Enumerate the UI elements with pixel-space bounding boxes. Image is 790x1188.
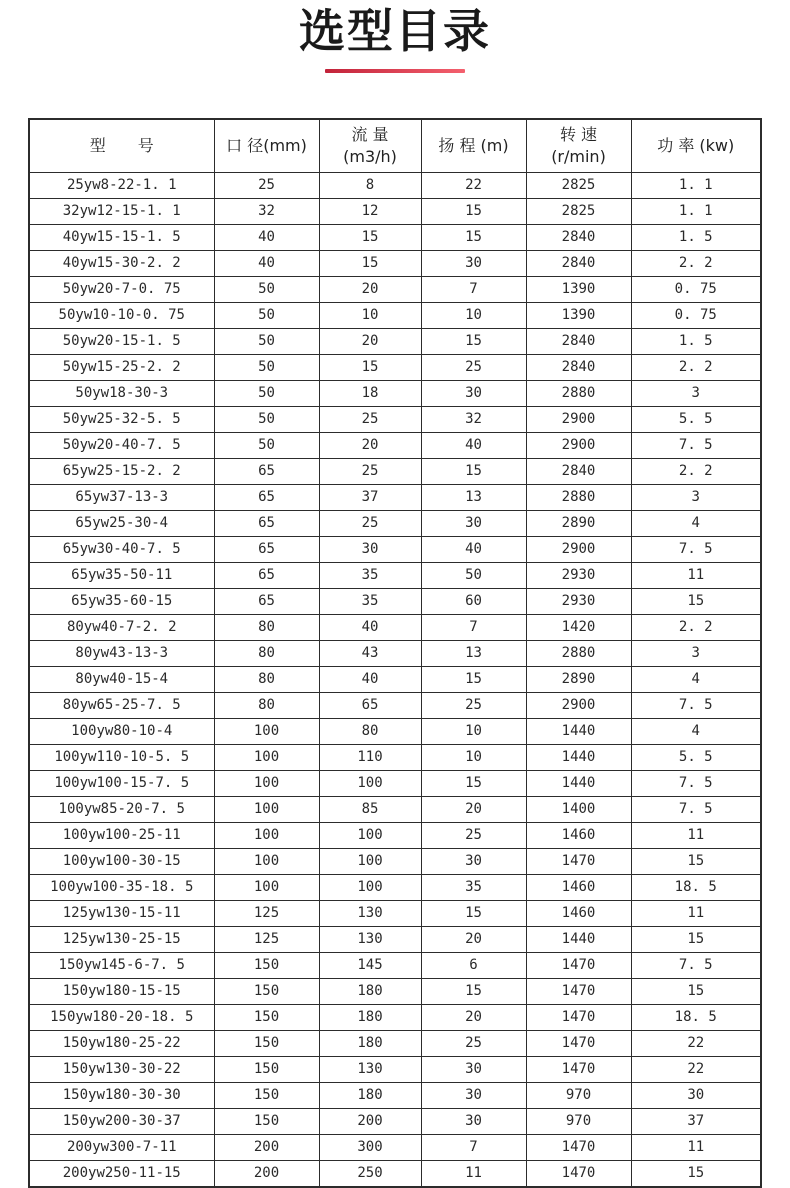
cell-speed: 2900	[526, 406, 631, 432]
table-row	[29, 250, 761, 276]
cell-power: 22	[631, 1056, 761, 1082]
cell-head: 25	[421, 822, 526, 848]
table-row	[29, 640, 761, 666]
cell-model: 50yw25-32-5. 5	[29, 406, 214, 432]
cell-flow: 15	[319, 354, 421, 380]
table-row	[29, 328, 761, 354]
cell-diameter: 65	[214, 588, 319, 614]
table-row	[29, 1004, 761, 1030]
cell-speed: 1390	[526, 276, 631, 302]
table-header-row	[29, 119, 761, 173]
cell-power: 1. 5	[631, 224, 761, 250]
cell-head: 6	[421, 952, 526, 978]
cell-model: 150yw180-20-18. 5	[29, 1004, 214, 1030]
table-row	[29, 484, 761, 510]
cell-speed: 2825	[526, 198, 631, 224]
cell-model: 150yw130-30-22	[29, 1056, 214, 1082]
header-speed-line: 转 速	[559, 125, 598, 144]
cell-speed: 970	[526, 1082, 631, 1108]
cell-model: 50yw15-25-2. 2	[29, 354, 214, 380]
cell-diameter: 65	[214, 562, 319, 588]
cell-model: 65yw30-40-7. 5	[29, 536, 214, 562]
cell-power: 11	[631, 822, 761, 848]
cell-flow: 65	[319, 692, 421, 718]
cell-speed: 2900	[526, 432, 631, 458]
table-row	[29, 874, 761, 900]
cell-diameter: 125	[214, 900, 319, 926]
cell-flow: 25	[319, 510, 421, 536]
cell-flow: 145	[319, 952, 421, 978]
table-row	[29, 406, 761, 432]
header-model	[29, 119, 214, 173]
cell-speed: 2825	[526, 172, 631, 198]
cell-speed: 1440	[526, 770, 631, 796]
table-body	[29, 172, 761, 1187]
cell-head: 30	[421, 250, 526, 276]
cell-diameter: 32	[214, 198, 319, 224]
header-head-line: 扬 程 (m)	[438, 135, 509, 155]
cell-model: 50yw18-30-3	[29, 380, 214, 406]
cell-power: 2. 2	[631, 250, 761, 276]
cell-power: 1. 1	[631, 198, 761, 224]
cell-flow: 15	[319, 250, 421, 276]
table-row	[29, 562, 761, 588]
cell-head: 40	[421, 432, 526, 458]
table-row	[29, 952, 761, 978]
table-row	[29, 978, 761, 1004]
table-row	[29, 510, 761, 536]
cell-model: 200yw300-7-11	[29, 1134, 214, 1160]
cell-flow: 130	[319, 1056, 421, 1082]
cell-power: 4	[631, 666, 761, 692]
cell-power: 7. 5	[631, 770, 761, 796]
table-row	[29, 770, 761, 796]
cell-model: 80yw43-13-3	[29, 640, 214, 666]
cell-diameter: 150	[214, 978, 319, 1004]
cell-model: 50yw20-15-1. 5	[29, 328, 214, 354]
cell-head: 13	[421, 484, 526, 510]
cell-speed: 2840	[526, 458, 631, 484]
cell-power: 11	[631, 1134, 761, 1160]
table-row	[29, 1134, 761, 1160]
cell-head: 15	[421, 328, 526, 354]
table-row	[29, 1082, 761, 1108]
cell-flow: 180	[319, 978, 421, 1004]
table-row	[29, 614, 761, 640]
cell-power: 4	[631, 510, 761, 536]
cell-power: 1. 5	[631, 328, 761, 354]
cell-flow: 180	[319, 1004, 421, 1030]
table-row	[29, 900, 761, 926]
page-title: 选型目录	[299, 4, 491, 58]
cell-power: 15	[631, 848, 761, 874]
cell-diameter: 80	[214, 614, 319, 640]
cell-model: 100yw80-10-4	[29, 718, 214, 744]
cell-flow: 8	[319, 172, 421, 198]
table-row	[29, 276, 761, 302]
cell-speed: 1470	[526, 848, 631, 874]
cell-power: 1. 1	[631, 172, 761, 198]
cell-model: 200yw250-11-15	[29, 1160, 214, 1187]
cell-model: 50yw20-7-0. 75	[29, 276, 214, 302]
cell-flow: 130	[319, 900, 421, 926]
cell-model: 50yw20-40-7. 5	[29, 432, 214, 458]
cell-flow: 40	[319, 614, 421, 640]
cell-head: 7	[421, 276, 526, 302]
cell-flow: 10	[319, 302, 421, 328]
cell-speed: 2840	[526, 250, 631, 276]
header-diameter	[214, 119, 319, 173]
cell-speed: 1390	[526, 302, 631, 328]
table-row	[29, 432, 761, 458]
cell-head: 25	[421, 1030, 526, 1056]
cell-flow: 35	[319, 562, 421, 588]
cell-diameter: 80	[214, 666, 319, 692]
cell-diameter: 150	[214, 1004, 319, 1030]
cell-model: 100yw100-30-15	[29, 848, 214, 874]
cell-model: 100yw100-25-11	[29, 822, 214, 848]
cell-power: 18. 5	[631, 874, 761, 900]
cell-diameter: 65	[214, 510, 319, 536]
header-flow-line: 流 量	[351, 125, 389, 144]
cell-speed: 1440	[526, 718, 631, 744]
cell-speed: 2890	[526, 510, 631, 536]
cell-head: 15	[421, 198, 526, 224]
cell-flow: 15	[319, 224, 421, 250]
cell-flow: 37	[319, 484, 421, 510]
cell-flow: 43	[319, 640, 421, 666]
cell-head: 60	[421, 588, 526, 614]
cell-model: 65yw37-13-3	[29, 484, 214, 510]
cell-power: 30	[631, 1082, 761, 1108]
cell-flow: 100	[319, 822, 421, 848]
cell-model: 150yw180-30-30	[29, 1082, 214, 1108]
cell-flow: 20	[319, 328, 421, 354]
cell-diameter: 50	[214, 380, 319, 406]
cell-head: 7	[421, 1134, 526, 1160]
cell-power: 5. 5	[631, 406, 761, 432]
cell-flow: 110	[319, 744, 421, 770]
cell-flow: 20	[319, 432, 421, 458]
cell-power: 15	[631, 1160, 761, 1187]
cell-flow: 80	[319, 718, 421, 744]
cell-model: 150yw180-15-15	[29, 978, 214, 1004]
table-header	[29, 119, 761, 173]
cell-speed: 1460	[526, 874, 631, 900]
cell-diameter: 200	[214, 1134, 319, 1160]
title-underline-bar	[325, 69, 465, 73]
table-row	[29, 536, 761, 562]
cell-power: 3	[631, 380, 761, 406]
cell-diameter: 150	[214, 1082, 319, 1108]
cell-power: 2. 2	[631, 458, 761, 484]
cell-model: 65yw25-30-4	[29, 510, 214, 536]
cell-power: 37	[631, 1108, 761, 1134]
cell-power: 4	[631, 718, 761, 744]
cell-speed: 1470	[526, 952, 631, 978]
cell-model: 125yw130-15-11	[29, 900, 214, 926]
cell-flow: 100	[319, 848, 421, 874]
cell-speed: 2840	[526, 354, 631, 380]
cell-power: 22	[631, 1030, 761, 1056]
cell-model: 80yw40-15-4	[29, 666, 214, 692]
cell-speed: 1460	[526, 900, 631, 926]
cell-model: 40yw15-15-1. 5	[29, 224, 214, 250]
cell-head: 20	[421, 796, 526, 822]
table-row	[29, 354, 761, 380]
cell-model: 65yw25-15-2. 2	[29, 458, 214, 484]
cell-head: 20	[421, 926, 526, 952]
table-row	[29, 926, 761, 952]
cell-flow: 130	[319, 926, 421, 952]
cell-model: 40yw15-30-2. 2	[29, 250, 214, 276]
cell-diameter: 100	[214, 744, 319, 770]
cell-flow: 35	[319, 588, 421, 614]
table-row	[29, 848, 761, 874]
cell-diameter: 150	[214, 1108, 319, 1134]
cell-speed: 2900	[526, 536, 631, 562]
cell-head: 30	[421, 1056, 526, 1082]
table-row	[29, 198, 761, 224]
cell-model: 150yw200-30-37	[29, 1108, 214, 1134]
header-diameter-line: 口 径(mm)	[226, 135, 307, 155]
table-row	[29, 718, 761, 744]
cell-head: 11	[421, 1160, 526, 1187]
cell-power: 5. 5	[631, 744, 761, 770]
selection-catalog-table	[28, 118, 762, 1188]
cell-head: 32	[421, 406, 526, 432]
cell-head: 10	[421, 718, 526, 744]
header-power-line: 功 率 (kw)	[657, 135, 735, 155]
cell-head: 30	[421, 1108, 526, 1134]
table-row	[29, 302, 761, 328]
cell-flow: 18	[319, 380, 421, 406]
cell-model: 80yw65-25-7. 5	[29, 692, 214, 718]
cell-model: 32yw12-15-1. 1	[29, 198, 214, 224]
header-flow	[319, 119, 421, 173]
header-power	[631, 119, 761, 173]
cell-flow: 100	[319, 874, 421, 900]
cell-power: 7. 5	[631, 796, 761, 822]
table-row	[29, 588, 761, 614]
cell-power: 0. 75	[631, 302, 761, 328]
cell-head: 15	[421, 770, 526, 796]
cell-diameter: 50	[214, 302, 319, 328]
table-row	[29, 1030, 761, 1056]
cell-head: 15	[421, 224, 526, 250]
table-row	[29, 458, 761, 484]
cell-diameter: 100	[214, 718, 319, 744]
cell-speed: 2930	[526, 588, 631, 614]
cell-head: 20	[421, 1004, 526, 1030]
table-row	[29, 692, 761, 718]
cell-diameter: 100	[214, 874, 319, 900]
cell-flow: 100	[319, 770, 421, 796]
cell-diameter: 50	[214, 328, 319, 354]
cell-flow: 200	[319, 1108, 421, 1134]
cell-model: 50yw10-10-0. 75	[29, 302, 214, 328]
cell-head: 22	[421, 172, 526, 198]
cell-head: 15	[421, 666, 526, 692]
cell-model: 65yw35-50-11	[29, 562, 214, 588]
cell-head: 10	[421, 302, 526, 328]
cell-flow: 40	[319, 666, 421, 692]
cell-power: 3	[631, 640, 761, 666]
cell-diameter: 100	[214, 770, 319, 796]
cell-speed: 2890	[526, 666, 631, 692]
cell-flow: 250	[319, 1160, 421, 1187]
header-flow-line: (m3/h)	[343, 146, 397, 166]
cell-model: 100yw100-35-18. 5	[29, 874, 214, 900]
cell-speed: 1470	[526, 1160, 631, 1187]
cell-power: 2. 2	[631, 354, 761, 380]
cell-head: 25	[421, 692, 526, 718]
cell-flow: 20	[319, 276, 421, 302]
cell-diameter: 200	[214, 1160, 319, 1187]
cell-flow: 300	[319, 1134, 421, 1160]
cell-diameter: 125	[214, 926, 319, 952]
cell-flow: 12	[319, 198, 421, 224]
cell-speed: 2840	[526, 224, 631, 250]
cell-flow: 180	[319, 1030, 421, 1056]
cell-head: 30	[421, 380, 526, 406]
cell-flow: 180	[319, 1082, 421, 1108]
cell-head: 30	[421, 510, 526, 536]
cell-flow: 25	[319, 406, 421, 432]
cell-speed: 2840	[526, 328, 631, 354]
cell-flow: 30	[319, 536, 421, 562]
cell-power: 11	[631, 900, 761, 926]
cell-head: 7	[421, 614, 526, 640]
cell-speed: 1400	[526, 796, 631, 822]
table-row	[29, 822, 761, 848]
cell-model: 125yw130-25-15	[29, 926, 214, 952]
cell-model: 65yw35-60-15	[29, 588, 214, 614]
cell-head: 40	[421, 536, 526, 562]
table-row	[29, 224, 761, 250]
cell-diameter: 150	[214, 1056, 319, 1082]
cell-head: 30	[421, 1082, 526, 1108]
cell-speed: 2880	[526, 484, 631, 510]
header-model-line: 型 号	[89, 135, 154, 155]
cell-flow: 25	[319, 458, 421, 484]
table-row	[29, 1160, 761, 1187]
cell-power: 3	[631, 484, 761, 510]
table-row	[29, 666, 761, 692]
cell-diameter: 65	[214, 536, 319, 562]
cell-model: 100yw110-10-5. 5	[29, 744, 214, 770]
cell-diameter: 100	[214, 848, 319, 874]
cell-model: 150yw145-6-7. 5	[29, 952, 214, 978]
cell-speed: 2880	[526, 640, 631, 666]
cell-speed: 1470	[526, 1134, 631, 1160]
cell-speed: 1470	[526, 1004, 631, 1030]
table-row	[29, 380, 761, 406]
cell-power: 7. 5	[631, 952, 761, 978]
cell-diameter: 100	[214, 822, 319, 848]
table-row	[29, 744, 761, 770]
cell-speed: 1440	[526, 744, 631, 770]
cell-power: 7. 5	[631, 432, 761, 458]
cell-diameter: 50	[214, 354, 319, 380]
cell-head: 15	[421, 978, 526, 1004]
cell-power: 18. 5	[631, 1004, 761, 1030]
table-row	[29, 172, 761, 198]
cell-diameter: 40	[214, 224, 319, 250]
table-row	[29, 1056, 761, 1082]
cell-speed: 1440	[526, 926, 631, 952]
cell-power: 7. 5	[631, 536, 761, 562]
cell-model: 100yw85-20-7. 5	[29, 796, 214, 822]
cell-speed: 2880	[526, 380, 631, 406]
header-speed-line: (r/min)	[551, 146, 606, 166]
cell-diameter: 100	[214, 796, 319, 822]
cell-model: 150yw180-25-22	[29, 1030, 214, 1056]
cell-speed: 2900	[526, 692, 631, 718]
cell-model: 100yw100-15-7. 5	[29, 770, 214, 796]
cell-diameter: 50	[214, 276, 319, 302]
cell-diameter: 150	[214, 952, 319, 978]
cell-speed: 2930	[526, 562, 631, 588]
cell-power: 0. 75	[631, 276, 761, 302]
header-speed	[526, 119, 631, 173]
header-head	[421, 119, 526, 173]
cell-speed: 1460	[526, 822, 631, 848]
cell-speed: 1470	[526, 978, 631, 1004]
cell-diameter: 65	[214, 458, 319, 484]
cell-head: 10	[421, 744, 526, 770]
cell-diameter: 40	[214, 250, 319, 276]
cell-head: 50	[421, 562, 526, 588]
cell-diameter: 50	[214, 432, 319, 458]
table-row	[29, 1108, 761, 1134]
cell-power: 15	[631, 978, 761, 1004]
cell-head: 30	[421, 848, 526, 874]
cell-speed: 1420	[526, 614, 631, 640]
cell-head: 35	[421, 874, 526, 900]
cell-model: 80yw40-7-2. 2	[29, 614, 214, 640]
cell-head: 25	[421, 354, 526, 380]
cell-head: 13	[421, 640, 526, 666]
cell-power: 11	[631, 562, 761, 588]
cell-diameter: 80	[214, 692, 319, 718]
cell-diameter: 80	[214, 640, 319, 666]
cell-speed: 970	[526, 1108, 631, 1134]
cell-diameter: 50	[214, 406, 319, 432]
table-row	[29, 796, 761, 822]
cell-power: 15	[631, 588, 761, 614]
cell-diameter: 150	[214, 1030, 319, 1056]
cell-speed: 1470	[526, 1030, 631, 1056]
cell-head: 15	[421, 900, 526, 926]
cell-diameter: 65	[214, 484, 319, 510]
cell-model: 25yw8-22-1. 1	[29, 172, 214, 198]
cell-flow: 85	[319, 796, 421, 822]
cell-head: 15	[421, 458, 526, 484]
cell-power: 15	[631, 926, 761, 952]
cell-speed: 1470	[526, 1056, 631, 1082]
cell-power: 7. 5	[631, 692, 761, 718]
cell-diameter: 25	[214, 172, 319, 198]
cell-power: 2. 2	[631, 614, 761, 640]
